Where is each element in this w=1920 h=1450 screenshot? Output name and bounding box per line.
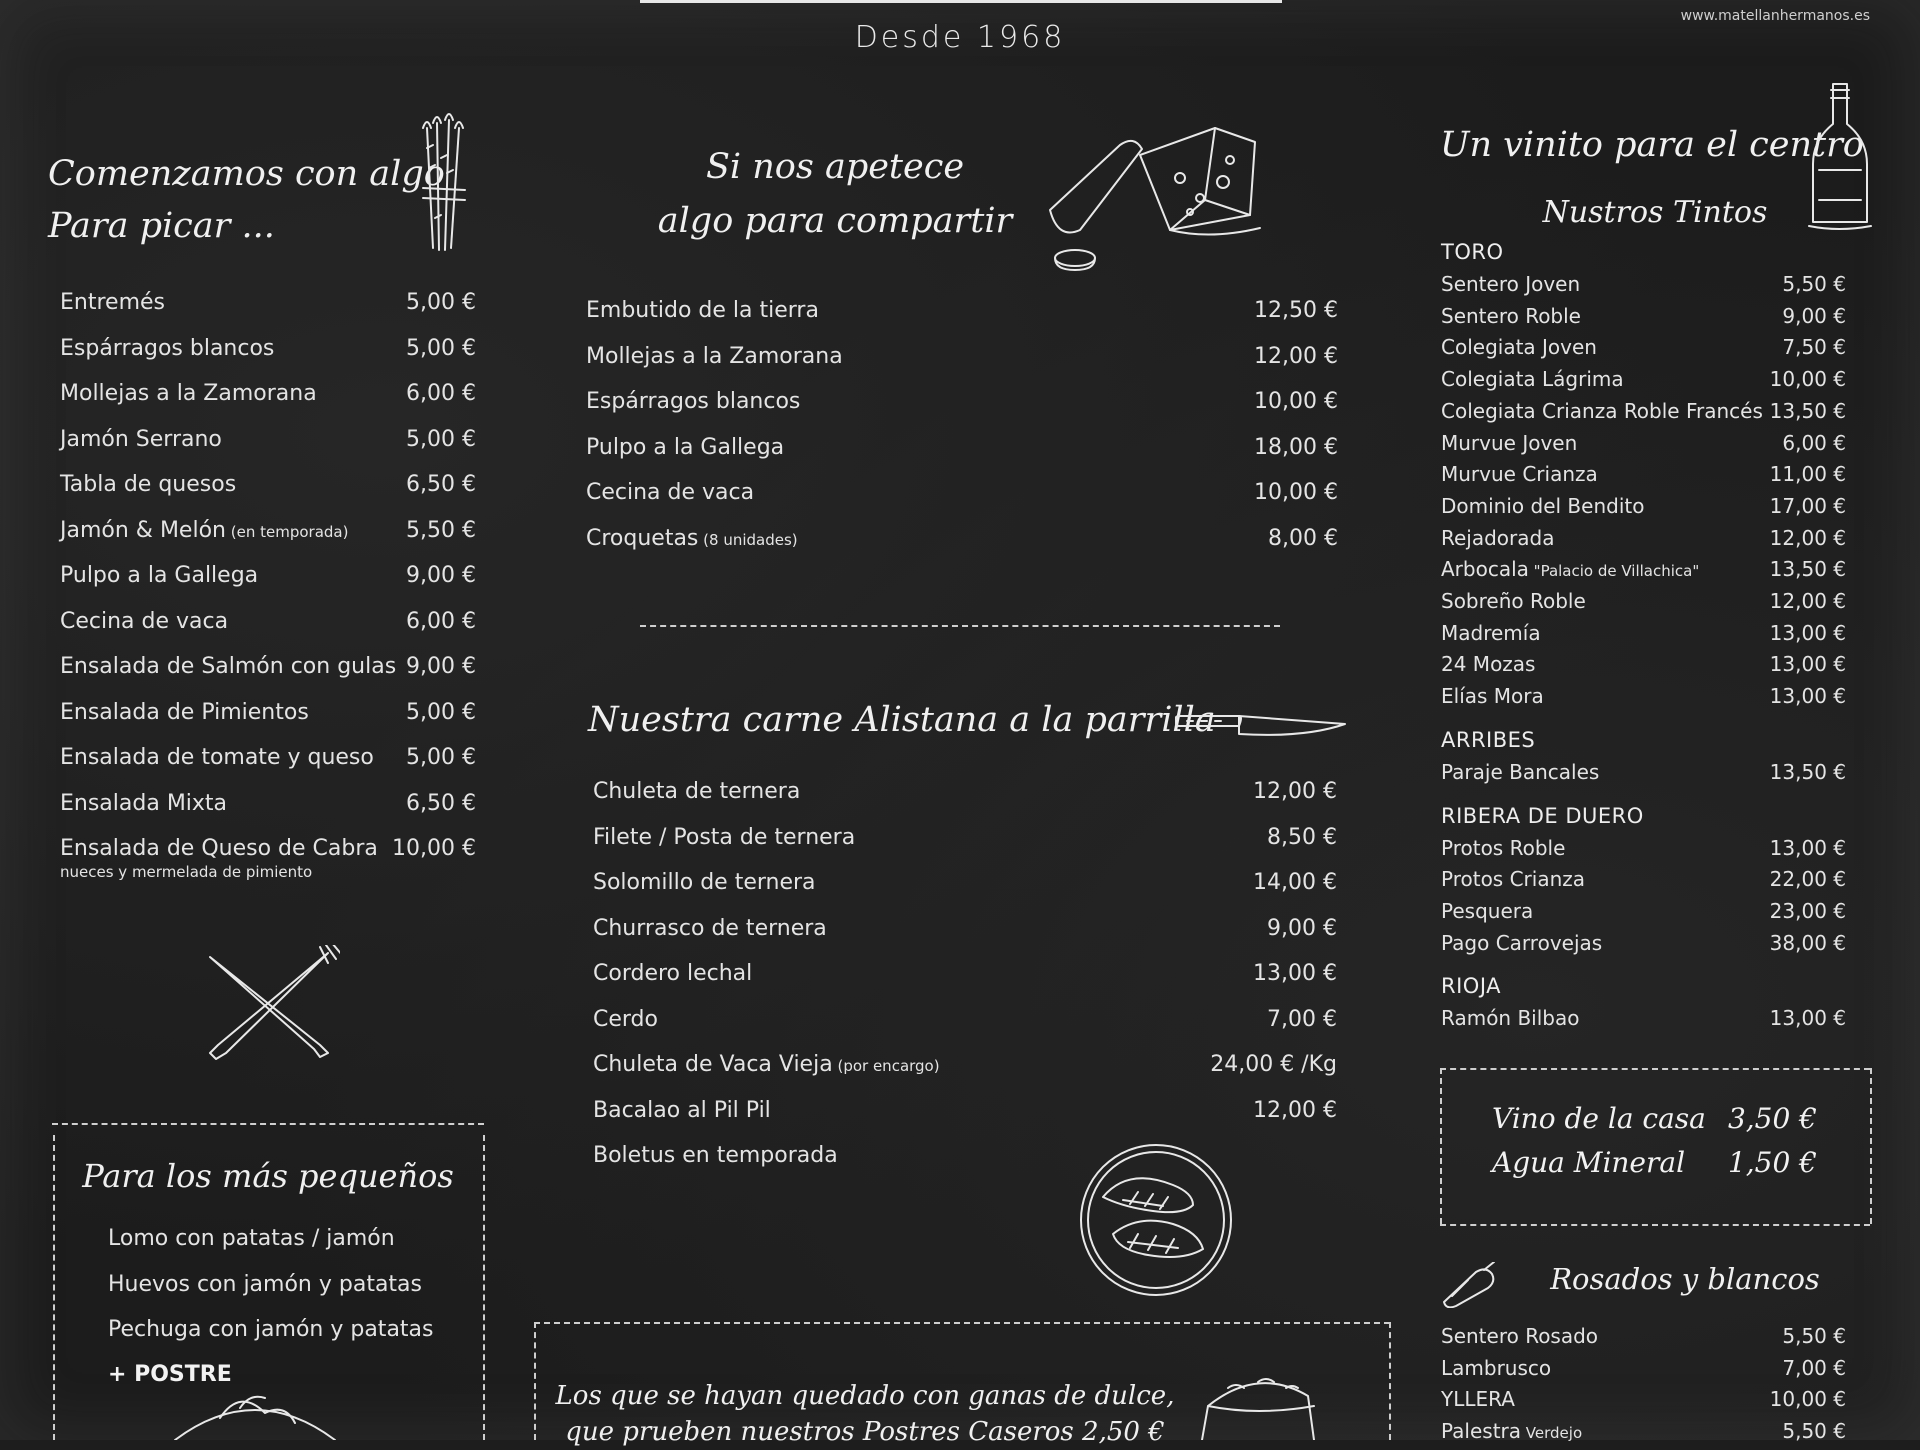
item-name-group: [1441, 1006, 1580, 1030]
item-price: 13,00 €: [1769, 1006, 1846, 1031]
item-price: 6,00 €: [406, 381, 476, 406]
starters-title-line1: Comenzamos con algo: [48, 154, 445, 194]
item-name-group: [1441, 526, 1554, 550]
starters-title: [48, 148, 445, 252]
menu-item: [60, 381, 476, 406]
item-name: Ensalada de Pimientos: [60, 699, 309, 725]
item-price: 11,00 €: [1769, 462, 1846, 487]
menu-item: [593, 870, 1337, 895]
item-name: Cecina de vaca: [586, 480, 755, 505]
item-name-group: [60, 563, 258, 588]
item-name: Filete / Posta de ternera: [593, 824, 856, 850]
item-name: Chuleta de ternera: [593, 779, 801, 804]
item-name-group: [1441, 931, 1602, 955]
item-name-group: [60, 336, 274, 361]
dessert-note: [545, 1378, 1185, 1450]
kids-box-top: [52, 1123, 484, 1125]
item-name-group: [593, 916, 827, 941]
wine-title: Un vinito para el centro: [1440, 125, 1864, 165]
item-name-group: [60, 700, 309, 725]
item-name-group: [60, 654, 396, 679]
item-name: Ensalada Mixta: [60, 790, 228, 816]
menu-item: [60, 472, 476, 497]
item-price: 22,00 €: [1769, 867, 1846, 892]
item-name: Sentero Rosado: [1441, 1324, 1599, 1348]
item-name-group: [1441, 621, 1541, 645]
item-name-group: [1441, 557, 1699, 581]
house-box-left: [1440, 1068, 1442, 1224]
house-box-bottom: [1440, 1224, 1870, 1226]
menu-item: [1441, 399, 1846, 423]
item-name-group: [1441, 684, 1544, 708]
sausage-cheese-icon: [1040, 120, 1280, 280]
menu-item: [1441, 836, 1846, 860]
menu-item: [593, 779, 1337, 804]
item-price: 12,50 €: [1254, 298, 1338, 323]
kids-item: [108, 1226, 468, 1251]
menu-item: [593, 916, 1337, 941]
menu-item: [1441, 1006, 1846, 1030]
item-name: Ensalada de Salmón con gulas: [60, 654, 397, 679]
kids-item-name: Pechuga con jamón y patatas: [108, 1317, 434, 1342]
house-item: [1492, 1102, 1817, 1135]
item-name-group: [1441, 1419, 1582, 1443]
header-rule: [640, 0, 1282, 3]
item-price: 12,00 €: [1769, 525, 1846, 550]
dessert-note-line1: Los que se hayan quedado con ganas de dulce,: [555, 1381, 1175, 1411]
dessert-box-right: [1389, 1322, 1391, 1440]
item-name: Embutido de la tierra: [586, 298, 819, 323]
dessert-box-left: [534, 1322, 536, 1440]
item-name-group: [1441, 462, 1598, 486]
item-name-group: [593, 825, 855, 850]
item-price: 10,00 €: [1769, 367, 1846, 392]
menu-item: [1441, 526, 1846, 550]
item-name: Pesquera: [1441, 898, 1534, 923]
item-price: 9,00 €: [1267, 915, 1337, 941]
item-price: 13,50 €: [1769, 557, 1846, 582]
item-name-group: [60, 791, 227, 816]
menu-item: [1441, 1419, 1846, 1443]
item-name: Mollejas a la Zamorana: [586, 343, 843, 369]
menu-item: [1441, 462, 1846, 486]
menu-item: [60, 654, 476, 679]
item-price: 5,50 €: [1782, 1324, 1846, 1348]
item-name: Tabla de quesos: [60, 472, 237, 497]
house-item: [1492, 1146, 1817, 1179]
item-price: 23,00 €: [1769, 898, 1846, 923]
kids-title: Para los más pequeños: [82, 1157, 454, 1195]
item-price: 13,00 €: [1769, 620, 1846, 645]
menu-item: [1441, 335, 1846, 359]
item-price: 5,50 €: [1782, 272, 1846, 296]
item-price: 5,50 €: [1782, 1419, 1846, 1444]
item-price: 10,00 €: [1769, 1387, 1846, 1412]
item-note: Verdejo: [1521, 1424, 1583, 1443]
item-name: Solomillo de ternera: [593, 870, 816, 895]
item-price: 7,00 €: [1782, 1355, 1846, 1380]
share-title-line2: algo para compartir: [657, 201, 1013, 241]
item-name-group: [1441, 399, 1763, 423]
item-name: Dominio del Bendito: [1441, 493, 1645, 518]
item-price: 5,00 €: [406, 426, 476, 452]
item-price: 6,00 €: [1782, 430, 1846, 455]
item-name-group: [60, 290, 165, 315]
item-price: 18,00 €: [1254, 434, 1338, 460]
item-name: Paraje Bancales: [1441, 759, 1600, 784]
item-name-group: [60, 472, 236, 497]
item-name-group: [586, 435, 784, 460]
menu-item: [586, 526, 1338, 551]
item-name: Ensalada de Queso de Cabra: [60, 836, 378, 861]
kids-item: [108, 1272, 468, 1297]
kids-item: [108, 1317, 468, 1342]
item-name-group: [593, 1143, 838, 1168]
item-price: 5,00 €: [406, 290, 476, 315]
item-price: 12,00 €: [1254, 343, 1338, 369]
item-name-group: [1441, 494, 1644, 518]
item-name-group: [1441, 431, 1577, 455]
menu-item: [60, 700, 476, 725]
knife-icon: [1175, 710, 1350, 746]
item-name: Cecina de vaca: [60, 608, 229, 634]
item-name-group: [1441, 760, 1599, 784]
item-name: Rejadorada: [1441, 525, 1555, 550]
asparagus-icon: [405, 108, 475, 258]
reds-title: Nustros Tintos: [1542, 195, 1768, 230]
item-name-group: [1441, 836, 1565, 860]
item-price: 6,00 €: [406, 608, 476, 634]
cake-icon: [1198, 1368, 1328, 1440]
kids-box-left: [53, 1135, 55, 1440]
item-name: Bacalao al Pil Pil: [593, 1097, 771, 1123]
menu-item: [60, 609, 476, 634]
menu-item: [1441, 272, 1846, 296]
item-name: Palestra: [1441, 1419, 1522, 1444]
item-name: Protos Crianza: [1441, 867, 1586, 892]
dessert-box-top: [534, 1322, 1390, 1324]
kids-item-name: Lomo con patatas / jamón: [108, 1226, 395, 1251]
item-name: Cordero lechal: [593, 961, 753, 986]
item-name-group: [60, 427, 222, 452]
menu-item: [1441, 867, 1846, 891]
menu-item: [593, 1098, 1337, 1123]
menu-item: [1441, 1356, 1846, 1380]
item-name-group: [593, 1098, 771, 1123]
house-item-price: 3,50 €: [1727, 1102, 1817, 1135]
item-name: Jamón Serrano: [60, 426, 222, 452]
item-name: Colegiata Lágrima: [1441, 367, 1624, 392]
item-price: 10,00 €: [392, 836, 476, 861]
grill-title: Nuestra carne Alistana a la parrilla: [588, 700, 1216, 740]
item-name: Pago Carrovejas: [1441, 930, 1603, 955]
wine-region: TORO: [1441, 240, 1504, 264]
wine-region: ARRIBES: [1441, 727, 1536, 752]
menu-item: [1441, 557, 1846, 581]
menu-item: [1441, 899, 1846, 923]
item-note: (por encargo): [832, 1057, 940, 1075]
item-name-group: [1441, 272, 1580, 296]
item-name: Chuleta de Vaca Vieja: [593, 1052, 833, 1077]
item-name: Sentero Roble: [1441, 303, 1581, 328]
menu-item: [60, 563, 476, 588]
house-item-name: Agua Mineral: [1492, 1146, 1686, 1179]
cutlery-icon: [200, 945, 340, 1060]
item-name: Entremés: [60, 290, 165, 315]
item-name-group: [1441, 589, 1586, 613]
item-name: Sentero Joven: [1441, 272, 1581, 296]
rose-title: Rosados y blancos: [1550, 1262, 1820, 1296]
item-price: 9,00 €: [406, 563, 476, 588]
item-price: 10,00 €: [1254, 389, 1338, 414]
item-name: Pulpo a la Gallega: [60, 563, 259, 588]
item-price: 7,00 €: [1267, 1006, 1337, 1032]
item-name-group: [593, 961, 752, 986]
item-name: Churrasco de ternera: [593, 915, 827, 941]
item-price: 9,00 €: [406, 654, 476, 679]
item-price: 5,00 €: [406, 745, 476, 770]
item-name-group: [60, 745, 374, 770]
item-name-group: [593, 1007, 658, 1032]
item-note: (en temporada): [225, 522, 349, 541]
item-name-group: [1441, 1387, 1515, 1411]
item-name: Croquetas: [586, 525, 699, 551]
menu-item: [60, 745, 476, 770]
share-divider: [640, 625, 1280, 627]
item-name-group: [1441, 1324, 1598, 1348]
item-name-group: [1441, 1356, 1551, 1380]
item-name: Mollejas a la Zamorana: [60, 381, 317, 406]
item-name: Boletus en temporada: [593, 1143, 838, 1168]
item-name: Jamón & Melón: [60, 517, 226, 543]
steak-plate-icon: [1078, 1142, 1234, 1298]
kids-box-right: [483, 1135, 485, 1440]
item-name: Lambrusco: [1441, 1355, 1552, 1380]
menu-item: [586, 480, 1338, 505]
menu-item: [1441, 304, 1846, 328]
menu-item: [1441, 621, 1846, 645]
menu-item: [1441, 760, 1846, 784]
item-name: Ramón Bilbao: [1441, 1006, 1580, 1031]
item-name-group: [593, 870, 816, 895]
item-price: 8,50 €: [1267, 824, 1337, 850]
house-box-top: [1440, 1068, 1870, 1070]
item-name-group: [1441, 867, 1585, 891]
menu-item: [1441, 1387, 1846, 1411]
item-name: Murvue Crianza: [1441, 462, 1598, 487]
wine-region: RIBERA DE DUERO: [1441, 803, 1644, 828]
item-name: 24 Mozas: [1441, 652, 1536, 677]
item-name: YLLERA: [1441, 1387, 1515, 1412]
item-name: Colegiata Crianza Roble Francés: [1441, 398, 1763, 423]
item-price: 13,00 €: [1253, 961, 1337, 986]
menu-item: [586, 344, 1338, 369]
menu-item: [60, 427, 476, 452]
item-name: Sobreño Roble: [1441, 589, 1586, 613]
item-price: 38,00 €: [1769, 930, 1846, 955]
share-title: [600, 140, 1070, 248]
dessert-plate-icon: [170, 1378, 340, 1440]
menu-item: [586, 389, 1338, 414]
item-name: Colegiata Joven: [1441, 335, 1597, 360]
wine-region: RIOJA: [1441, 974, 1502, 999]
menu-item: [1441, 367, 1846, 391]
item-name-group: [586, 344, 843, 369]
menu-item: [1441, 494, 1846, 518]
item-name: Cerdo: [593, 1006, 658, 1032]
menu-item: [60, 791, 476, 816]
menu-item: [593, 961, 1337, 986]
menu-item: [593, 1052, 1337, 1077]
item-price: 9,00 €: [1782, 303, 1846, 328]
menu-item: [1441, 589, 1846, 613]
since-year: Desde 1968: [854, 20, 1066, 55]
item-name-group: [60, 518, 348, 543]
menu-item: [60, 836, 476, 881]
house-item-name: Vino de la casa: [1492, 1102, 1706, 1135]
item-name-group: [60, 836, 378, 881]
house-box-right: [1870, 1068, 1872, 1224]
item-price: 13,50 €: [1769, 759, 1846, 784]
item-name-group: [586, 389, 800, 414]
item-name-group: [586, 480, 754, 505]
starters-title-line2: Para picar ...: [48, 206, 275, 246]
item-price: 13,00 €: [1769, 684, 1846, 709]
item-name: Madremía: [1441, 620, 1541, 645]
item-price: 7,50 €: [1782, 335, 1846, 360]
menu-item: [1441, 931, 1846, 955]
item-price: 17,00 €: [1769, 493, 1846, 518]
dessert-note-line2: que prueben nuestros Postres Caseros 2,50 €: [565, 1417, 1165, 1447]
menu-item: [586, 435, 1338, 460]
item-price: 12,00 €: [1769, 589, 1846, 613]
item-name-group: [593, 1052, 940, 1077]
item-name: Elías Mora: [1441, 684, 1544, 709]
item-price: 12,00 €: [1253, 1097, 1337, 1123]
item-name-group: [593, 779, 800, 804]
item-note: (8 unidades): [698, 530, 798, 549]
menu-item: [60, 518, 476, 543]
item-price: 6,50 €: [406, 790, 476, 816]
item-name: Espárragos blancos: [586, 389, 801, 414]
item-name-group: [1441, 899, 1533, 923]
kids-dessert-extra: + POSTRE: [108, 1362, 232, 1387]
item-subline: nueces y mermelada de pimiento: [60, 863, 313, 881]
item-name: Espárragos blancos: [60, 335, 275, 361]
menu-item: [1441, 1324, 1846, 1348]
kids-item-name: Huevos con jamón y patatas: [108, 1271, 423, 1297]
item-price: 10,00 €: [1254, 480, 1338, 505]
item-price: 5,50 €: [406, 517, 476, 543]
item-price: 12,00 €: [1253, 779, 1337, 804]
item-name-group: [1441, 335, 1597, 359]
item-name-group: [586, 298, 819, 323]
item-price: 24,00 € /Kg: [1210, 1052, 1337, 1077]
rose-bottle-icon: [1440, 1262, 1500, 1308]
item-name-group: [60, 381, 317, 406]
menu-item: [586, 298, 1338, 323]
menu-item: [593, 1007, 1337, 1032]
item-name-group: [1441, 304, 1581, 328]
item-price: 5,00 €: [406, 699, 476, 725]
item-name: Arbocala: [1441, 557, 1529, 582]
menu-item: [1441, 684, 1846, 708]
item-name-group: [1441, 652, 1535, 676]
menu-item: [593, 825, 1337, 850]
item-name: Murvue Joven: [1441, 430, 1578, 455]
item-name: Protos Roble: [1441, 835, 1566, 860]
item-name-group: [586, 526, 798, 551]
item-price: 14,00 €: [1253, 870, 1337, 895]
share-title-line1: Si nos apetece: [705, 147, 965, 187]
item-name-group: [1441, 367, 1624, 391]
item-name-group: [60, 609, 228, 634]
item-name: Pulpo a la Gallega: [586, 434, 785, 460]
item-note: "Palacio de Villachica": [1528, 562, 1700, 581]
item-price: 8,00 €: [1268, 525, 1338, 551]
menu-item: [60, 336, 476, 361]
menu-item: [1441, 431, 1846, 455]
item-price: 6,50 €: [406, 472, 476, 497]
menu-item: [1441, 652, 1846, 676]
item-price: 5,00 €: [406, 335, 476, 361]
item-price: 13,00 €: [1769, 652, 1846, 677]
house-item-price: 1,50 €: [1727, 1146, 1817, 1179]
item-price: 13,50 €: [1769, 398, 1846, 423]
website-url: www.matellanhermanos.es: [1680, 8, 1870, 24]
item-price: 13,00 €: [1769, 835, 1846, 860]
item-name: Ensalada de tomate y queso: [60, 745, 374, 770]
menu-item: [60, 290, 476, 315]
